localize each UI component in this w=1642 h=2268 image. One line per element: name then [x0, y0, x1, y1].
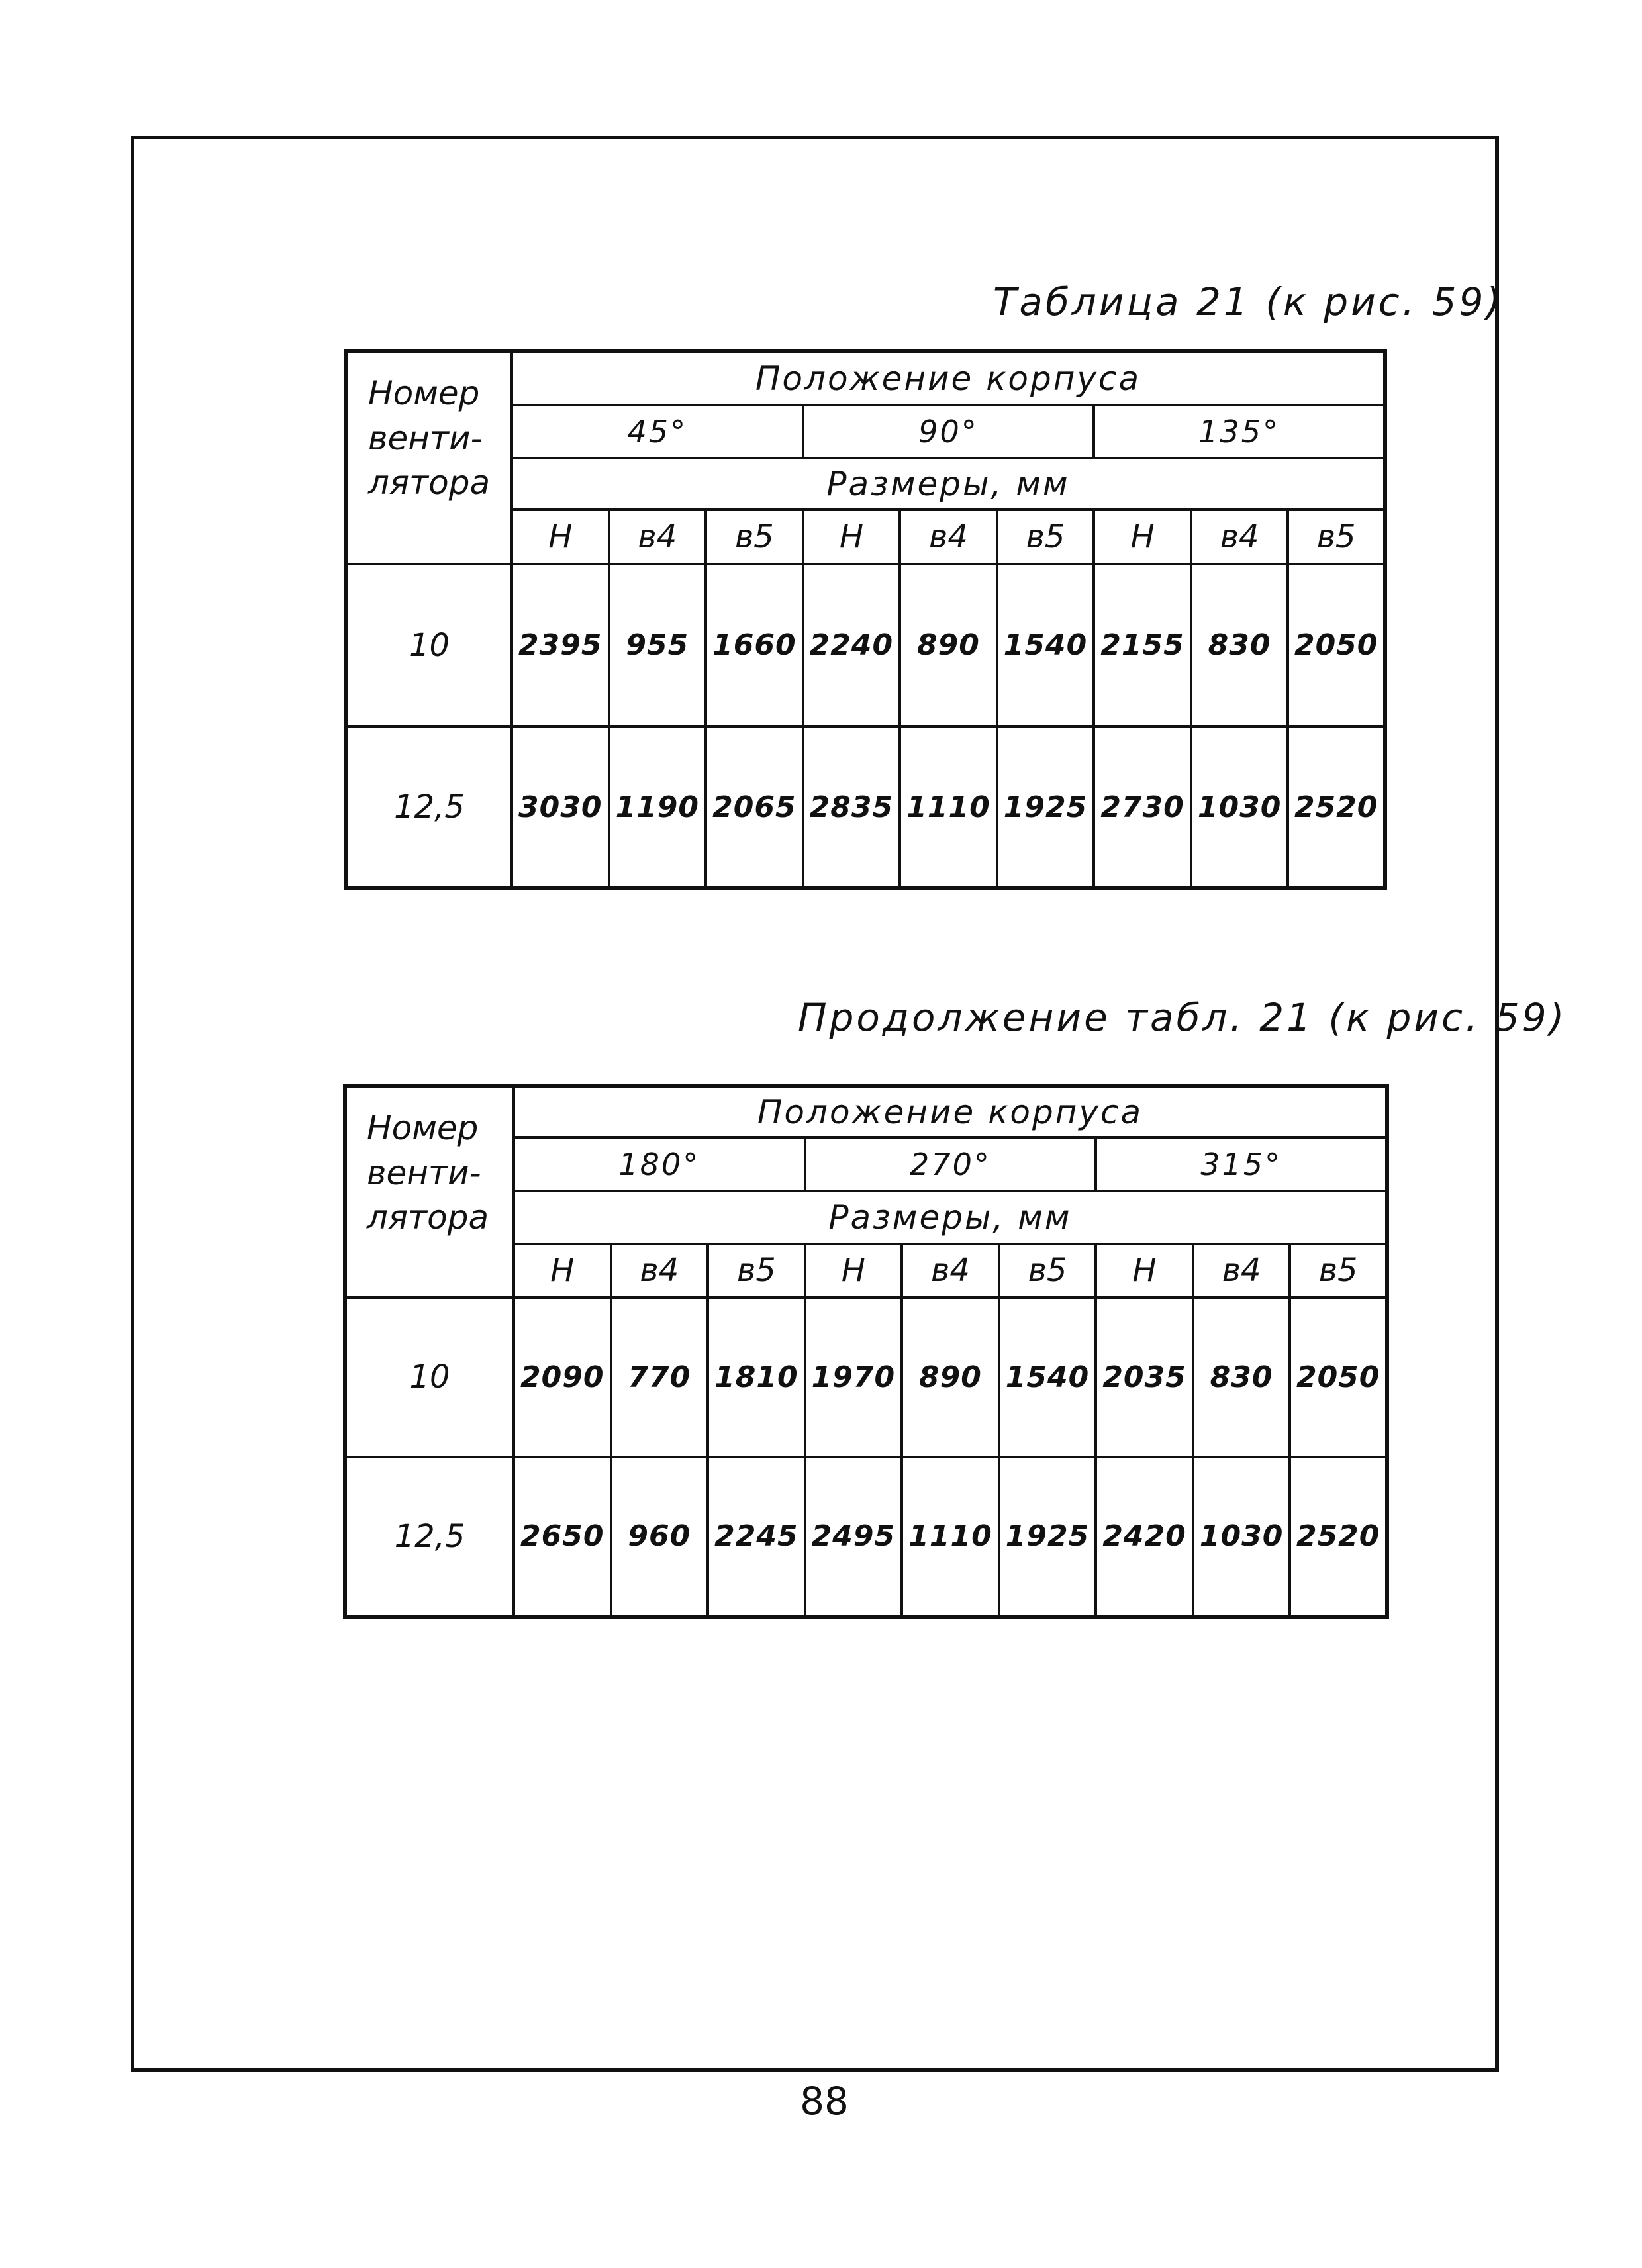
fan-number-cell: 12,5	[346, 726, 512, 888]
housing-position-header: Положение корпуса	[514, 1086, 1387, 1137]
value-cell: 2065	[706, 726, 803, 888]
value-cell: 830	[1191, 564, 1288, 726]
dimension-header: H	[512, 510, 609, 564]
value-cell: 1030	[1191, 726, 1288, 888]
fan-number-cell: 12,5	[345, 1457, 514, 1617]
angle-header: 315°	[1096, 1137, 1387, 1190]
value-cell: 1540	[997, 564, 1094, 726]
value-cell: 2090	[514, 1298, 611, 1457]
value-cell: 3030	[512, 726, 609, 888]
dimension-header: в5	[997, 510, 1094, 564]
dimension-header: H	[514, 1244, 611, 1297]
dimension-header: в4	[609, 510, 706, 564]
dimension-header: H	[1094, 510, 1191, 564]
dimension-header: в5	[1288, 510, 1385, 564]
table-caption-continued: Продолжение табл. 21 (к рис. 59)	[798, 995, 1567, 1040]
dimension-header: H	[803, 510, 900, 564]
value-cell: 890	[900, 564, 997, 726]
fan-number-header: Номер венти-лятора	[346, 351, 512, 564]
value-cell: 2730	[1094, 726, 1191, 888]
table-row	[345, 1298, 1387, 1457]
value-cell: 2155	[1094, 564, 1191, 726]
fan-number-header: Номер венти-лятора	[345, 1086, 514, 1298]
value-cell: 2035	[1096, 1298, 1193, 1457]
value-cell: 2495	[805, 1457, 902, 1617]
page-number: 88	[800, 2079, 849, 2124]
value-cell: 1925	[997, 726, 1094, 888]
value-cell: 1925	[999, 1457, 1096, 1617]
value-cell: 2395	[512, 564, 609, 726]
value-cell: 1540	[999, 1298, 1096, 1457]
data-table-continued	[343, 1084, 1389, 1619]
value-cell: 960	[611, 1457, 708, 1617]
value-cell: 2650	[514, 1457, 611, 1617]
angle-header: 270°	[805, 1137, 1096, 1190]
dimension-header: в5	[708, 1244, 805, 1297]
value-cell: 2245	[708, 1457, 805, 1617]
value-cell: 2240	[803, 564, 900, 726]
value-cell: 2050	[1290, 1298, 1387, 1457]
value-cell: 890	[902, 1298, 999, 1457]
angle-header: 180°	[514, 1137, 805, 1190]
value-cell: 1660	[706, 564, 803, 726]
units-header: Размеры, мм	[512, 458, 1385, 510]
table-row	[346, 564, 1385, 726]
value-cell: 1190	[609, 726, 706, 888]
angle-header: 135°	[1094, 405, 1385, 458]
dimension-header: в4	[611, 1244, 708, 1297]
dimension-header: в4	[1191, 510, 1288, 564]
dimension-header: H	[805, 1244, 902, 1297]
dimension-header: в5	[706, 510, 803, 564]
fan-number-cell: 10	[345, 1298, 514, 1457]
value-cell: 2420	[1096, 1457, 1193, 1617]
value-cell: 1110	[900, 726, 997, 888]
table-caption: Таблица 21 (к рис. 59)	[993, 279, 1504, 324]
units-header: Размеры, мм	[514, 1191, 1387, 1244]
value-cell: 2835	[803, 726, 900, 888]
dimension-header: в4	[1193, 1244, 1290, 1297]
value-cell: 770	[611, 1298, 708, 1457]
dimension-header: в5	[999, 1244, 1096, 1297]
dimension-header: в4	[900, 510, 997, 564]
fan-number-cell: 10	[346, 564, 512, 726]
angle-header: 45°	[512, 405, 803, 458]
value-cell: 2050	[1288, 564, 1385, 726]
table-row	[345, 1457, 1387, 1617]
value-cell: 1030	[1193, 1457, 1290, 1617]
angle-header: 90°	[803, 405, 1094, 458]
table-row	[346, 726, 1385, 888]
value-cell: 2520	[1290, 1457, 1387, 1617]
dimension-header: в4	[902, 1244, 999, 1297]
value-cell: 1810	[708, 1298, 805, 1457]
value-cell: 1110	[902, 1457, 999, 1617]
value-cell: 2520	[1288, 726, 1385, 888]
value-cell: 830	[1193, 1298, 1290, 1457]
value-cell: 1970	[805, 1298, 902, 1457]
dimension-header: в5	[1290, 1244, 1387, 1297]
housing-position-header: Положение корпуса	[512, 351, 1385, 405]
data-table	[344, 349, 1387, 890]
value-cell: 955	[609, 564, 706, 726]
dimension-header: H	[1096, 1244, 1193, 1297]
